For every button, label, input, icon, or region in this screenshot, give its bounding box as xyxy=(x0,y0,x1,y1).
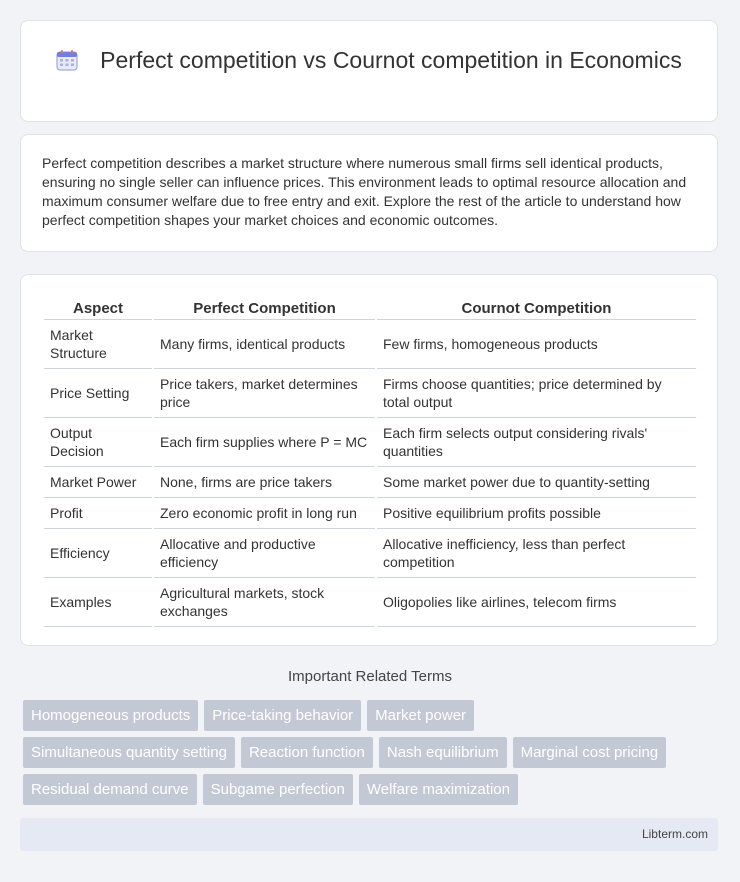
related-terms-title: Important Related Terms xyxy=(288,668,452,685)
table-cell: Some market power due to quantity-setting xyxy=(377,467,696,498)
table-cell: Output Decision xyxy=(44,418,152,467)
page-title: Perfect competition vs Cournot competition in Economics xyxy=(100,47,682,73)
table-row xyxy=(44,467,696,498)
table-row xyxy=(44,529,696,578)
table-cell: Zero economic profit in long run xyxy=(154,498,375,529)
table-cell: Each firm supplies where P = MC xyxy=(154,418,375,467)
table-cell: Price takers, market determines price xyxy=(154,369,375,418)
table-row xyxy=(44,418,696,467)
tag-marginal-cost-pricing[interactable]: Marginal cost pricing xyxy=(513,737,667,768)
table-cell: Efficiency xyxy=(44,529,152,578)
footer xyxy=(20,818,718,851)
tag-market-power[interactable]: Market power xyxy=(367,700,474,731)
tag-row xyxy=(23,700,723,731)
tag-simultaneous-quantity-setting[interactable]: Simultaneous quantity setting xyxy=(23,737,235,768)
table-cell: Allocative inefficiency, less than perfect competition xyxy=(377,529,696,578)
table-cell: Few firms, homogeneous products xyxy=(377,320,696,369)
tag-price-taking-behavior[interactable]: Price-taking behavior xyxy=(204,700,361,731)
calendar-icon xyxy=(56,49,78,71)
table-row xyxy=(44,369,696,418)
table-cell: Price Setting xyxy=(44,369,152,418)
table-cell: Firms choose quantities; price determined by total output xyxy=(377,369,696,418)
comparison-card xyxy=(20,274,718,646)
tag-homogeneous-products[interactable]: Homogeneous products xyxy=(23,700,198,731)
tag-subgame-perfection[interactable]: Subgame perfection xyxy=(203,774,353,805)
tag-welfare-maximization[interactable]: Welfare maximization xyxy=(359,774,518,805)
header-perfect: Perfect Competition xyxy=(154,295,375,320)
table-cell: Each firm selects output considering rivals' quantities xyxy=(377,418,696,467)
header-aspect: Aspect xyxy=(44,295,152,320)
table-row xyxy=(44,320,696,369)
intro-card xyxy=(20,134,718,252)
title-card xyxy=(20,20,718,122)
related-terms-list xyxy=(23,700,723,811)
table-cell: Market Structure xyxy=(44,320,152,369)
table-cell: Positive equilibrium profits possible xyxy=(377,498,696,529)
header-cournot: Cournot Competition xyxy=(377,295,696,320)
tag-row xyxy=(23,737,723,768)
page-title-wrap xyxy=(21,46,717,75)
tag-residual-demand-curve[interactable]: Residual demand curve xyxy=(23,774,197,805)
table-row xyxy=(44,498,696,529)
table-cell: Oligopolies like airlines, telecom firms xyxy=(377,578,696,627)
table-cell: Allocative and productive efficiency xyxy=(154,529,375,578)
table-cell: Agricultural markets, stock exchanges xyxy=(154,578,375,627)
table-header-row xyxy=(44,295,696,320)
table-cell: Profit xyxy=(44,498,152,529)
tag-row xyxy=(23,774,723,805)
comparison-table xyxy=(42,295,698,627)
table-cell: Many firms, identical products xyxy=(154,320,375,369)
table-row xyxy=(44,578,696,627)
footer-brand[interactable]: Libterm.com xyxy=(641,827,708,841)
table-cell: Examples xyxy=(44,578,152,627)
tag-nash-equilibrium[interactable]: Nash equilibrium xyxy=(379,737,507,768)
intro-paragraph: Perfect competition describes a market structure where numerous small firms sell identical products, ensuring no single seller can influence prices. This environment leads to optimal resource allocation and maximum consumer welfare due to free entry and exit. Explore the rest of the article to understand how perfect competition shapes your market choices and economic outcomes. xyxy=(42,155,687,228)
table-cell: None, firms are price takers xyxy=(154,467,375,498)
tag-reaction-function[interactable]: Reaction function xyxy=(241,737,373,768)
table-cell: Market Power xyxy=(44,467,152,498)
